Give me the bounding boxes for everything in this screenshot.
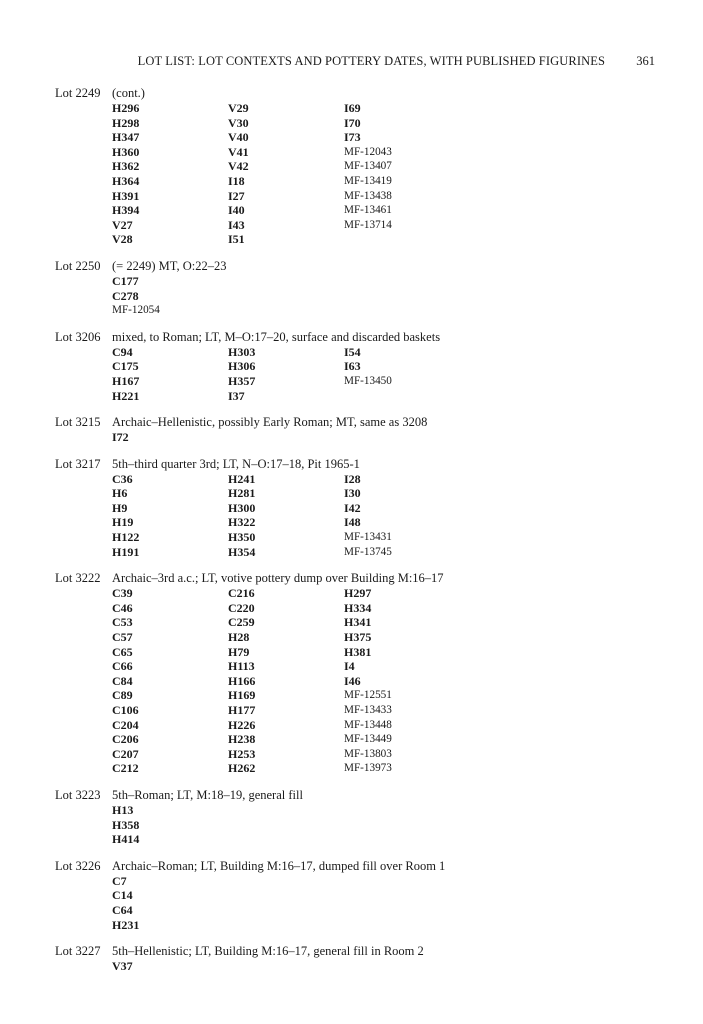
empty-cell xyxy=(228,832,344,847)
figurine-ref: H354 xyxy=(228,544,256,559)
figurine-ref: V29 xyxy=(228,101,249,115)
figurine-ref: H334 xyxy=(344,600,372,615)
empty-cell xyxy=(228,430,344,445)
figurine-ref: V41 xyxy=(228,144,249,159)
lot-label: Lot 3226 xyxy=(55,858,101,873)
figurine-ref: I37 xyxy=(228,388,245,403)
lot-label: Lot 3206 xyxy=(55,329,101,344)
lot-description: (= 2249) MT, O:22–23 xyxy=(112,258,227,273)
figurine-ref: H113 xyxy=(228,659,255,674)
lot-label: Lot 2250 xyxy=(55,258,101,273)
figurine-list xyxy=(112,586,703,776)
lot-label: Lot 3227 xyxy=(55,944,101,959)
figurine-ref: C94 xyxy=(112,344,133,359)
figurine-ref: MF-12043 xyxy=(344,145,392,158)
lot-description: mixed, to Roman; LT, M–O:17–20, surface and discarded baskets xyxy=(112,329,441,344)
figurine-ref: I27 xyxy=(228,188,245,203)
figurine-ref: H9 xyxy=(112,500,128,515)
lot-entry xyxy=(0,788,703,847)
figurine-ref: C64 xyxy=(112,902,133,917)
figurine-ref: H13 xyxy=(112,802,134,817)
lot-description: Archaic–Hellenistic, possibly Early Roman; MT, same as 3208 xyxy=(112,415,428,430)
figurine-ref: V28 xyxy=(112,232,133,247)
empty-cell xyxy=(228,903,344,918)
empty-cell xyxy=(344,803,460,818)
figurine-ref: H167 xyxy=(112,373,140,388)
figurine-ref: I40 xyxy=(228,203,245,218)
lot-description: 5th–Roman; LT, M:18–19, general fill xyxy=(112,787,303,802)
figurine-ref: H414 xyxy=(112,832,140,847)
figurine-ref: I42 xyxy=(344,500,361,515)
figurine-ref: H358 xyxy=(112,817,140,832)
figurine-ref: I48 xyxy=(344,515,361,530)
figurine-ref: C46 xyxy=(112,600,133,615)
figurine-ref: V27 xyxy=(112,217,133,232)
empty-cell xyxy=(228,803,344,818)
lot-entry xyxy=(0,859,703,932)
figurine-ref: H28 xyxy=(228,630,250,645)
figurine-list xyxy=(112,101,703,247)
figurine-ref: MF-13431 xyxy=(344,531,392,544)
figurine-ref: H262 xyxy=(228,761,256,776)
figurine-list xyxy=(112,959,703,974)
figurine-ref: H381 xyxy=(344,644,372,659)
figurine-list xyxy=(112,874,703,932)
empty-cell xyxy=(344,888,460,903)
figurine-ref: C204 xyxy=(112,717,139,732)
figurine-ref: I69 xyxy=(344,101,361,115)
empty-cell xyxy=(344,818,460,833)
figurine-ref: H169 xyxy=(228,688,256,703)
figurine-ref: I30 xyxy=(344,486,361,501)
figurine-ref: C212 xyxy=(112,761,139,776)
figurine-ref: C84 xyxy=(112,673,133,688)
figurine-list xyxy=(112,274,703,318)
empty-cell xyxy=(228,818,344,833)
figurine-ref: H296 xyxy=(112,101,140,115)
figurine-ref: C39 xyxy=(112,586,133,601)
figurine-ref: H79 xyxy=(228,644,250,659)
figurine-ref: C216 xyxy=(228,586,255,601)
page-header xyxy=(0,54,703,72)
figurine-ref: H253 xyxy=(228,746,256,761)
empty-cell xyxy=(344,918,460,933)
figurine-list xyxy=(112,345,703,403)
lot-label: Lot 3217 xyxy=(55,456,101,471)
figurine-ref: I4 xyxy=(344,659,355,674)
figurine-ref: C36 xyxy=(112,471,133,486)
figurine-ref: H297 xyxy=(344,586,372,601)
figurine-ref: MF-13448 xyxy=(344,718,392,731)
figurine-ref: H362 xyxy=(112,159,140,174)
figurine-ref: H306 xyxy=(228,359,256,374)
figurine-ref: H19 xyxy=(112,515,134,530)
figurine-ref: H391 xyxy=(112,188,140,203)
figurine-ref: MF-13803 xyxy=(344,747,392,760)
figurine-ref: H300 xyxy=(228,500,256,515)
lot-label: Lot 3223 xyxy=(55,787,101,802)
empty-cell xyxy=(344,874,460,889)
lot-description: Archaic–Roman; LT, Building M:16–17, dumped fill over Room 1 xyxy=(112,858,446,873)
figurine-list xyxy=(112,430,703,445)
figurine-ref: H231 xyxy=(112,917,140,932)
figurine-ref: C259 xyxy=(228,615,255,630)
figurine-ref: C14 xyxy=(112,888,133,903)
page-number: 361 xyxy=(636,54,655,68)
lot-description: 5th–Hellenistic; LT, Building M:16–17, general fill in Room 2 xyxy=(112,944,424,959)
figurine-ref: H375 xyxy=(344,630,372,645)
figurine-ref: I72 xyxy=(112,430,129,445)
figurine-ref: MF-13433 xyxy=(344,704,392,716)
figurine-ref: H357 xyxy=(228,373,256,388)
figurine-ref: H241 xyxy=(228,471,256,486)
figurine-list xyxy=(112,803,703,847)
figurine-ref: V30 xyxy=(228,115,249,130)
empty-cell xyxy=(228,289,344,304)
empty-cell xyxy=(344,289,460,304)
figurine-ref: MF-13714 xyxy=(344,218,392,231)
empty-cell xyxy=(344,903,460,918)
empty-cell xyxy=(344,274,460,289)
lot-label: Lot 2249 xyxy=(55,86,101,100)
figurine-ref: C7 xyxy=(112,873,127,888)
figurine-ref: I46 xyxy=(344,673,361,688)
figurine-ref: C57 xyxy=(112,630,133,645)
figurine-ref: H360 xyxy=(112,144,140,159)
lot-entry xyxy=(0,571,703,776)
figurine-ref: I43 xyxy=(228,217,245,232)
empty-cell xyxy=(228,874,344,889)
figurine-ref: C175 xyxy=(112,359,139,374)
figurine-ref: H221 xyxy=(112,388,140,403)
figurine-ref: I70 xyxy=(344,115,361,130)
figurine-list xyxy=(112,472,703,560)
figurine-ref: H166 xyxy=(228,673,256,688)
figurine-ref: C278 xyxy=(112,288,139,303)
figurine-ref: C66 xyxy=(112,659,133,674)
figurine-ref: C220 xyxy=(228,600,255,615)
figurine-ref: H350 xyxy=(228,530,256,545)
figurine-ref: H281 xyxy=(228,486,256,501)
lot-description: 5th–third quarter 3rd; LT, N–O:17–18, Pit 1965-1 xyxy=(112,456,360,471)
figurine-ref: I51 xyxy=(228,232,245,247)
figurine-ref: H322 xyxy=(228,515,256,530)
lot-label: Lot 3215 xyxy=(55,415,101,430)
lot-entry xyxy=(0,259,703,318)
running-title: LOT LIST: LOT CONTEXTS AND POTTERY DATES, WITH PUBLISHED FIGURINES xyxy=(137,54,605,68)
figurine-ref: V42 xyxy=(228,159,249,174)
figurine-ref: C207 xyxy=(112,746,139,761)
figurine-ref: C106 xyxy=(112,703,139,717)
figurine-ref: I54 xyxy=(344,344,361,359)
lot-entry xyxy=(0,415,703,445)
lot-label: Lot 3222 xyxy=(55,571,101,586)
figurine-ref: MF-13461 xyxy=(344,204,392,217)
empty-cell xyxy=(344,232,460,247)
empty-cell xyxy=(228,959,344,974)
figurine-ref: H191 xyxy=(112,544,140,559)
figurine-ref: V40 xyxy=(228,130,249,145)
figurine-ref: C53 xyxy=(112,615,133,630)
figurine-ref: MF-12551 xyxy=(344,689,392,702)
empty-cell xyxy=(344,303,460,318)
figurine-ref: MF-12054 xyxy=(112,304,160,317)
figurine-ref: I28 xyxy=(344,471,361,486)
empty-cell xyxy=(228,303,344,318)
figurine-ref: MF-13419 xyxy=(344,174,392,187)
figurine-ref: I73 xyxy=(344,130,361,145)
empty-cell xyxy=(344,832,460,847)
figurine-ref: I18 xyxy=(228,173,245,188)
figurine-ref: MF-13745 xyxy=(344,545,392,558)
lot-description: Archaic–3rd a.c.; LT, votive pottery dump over Building M:16–17 xyxy=(112,571,444,586)
empty-cell xyxy=(228,274,344,289)
figurine-ref: H122 xyxy=(112,530,140,545)
figurine-ref: MF-13450 xyxy=(344,374,392,387)
figurine-ref: H6 xyxy=(112,486,128,501)
figurine-ref: H347 xyxy=(112,130,140,145)
figurine-ref: C89 xyxy=(112,688,133,703)
figurine-ref: MF-13438 xyxy=(344,189,392,202)
figurine-ref: MF-13973 xyxy=(344,762,392,775)
figurine-ref: MF-13407 xyxy=(344,160,392,173)
lot-list xyxy=(0,86,703,986)
figurine-ref: MF-13449 xyxy=(344,733,392,746)
empty-cell xyxy=(344,959,460,974)
empty-cell xyxy=(344,389,460,404)
lot-description: (cont.) xyxy=(112,86,145,100)
figurine-ref: V37 xyxy=(112,959,133,974)
lot-entry xyxy=(0,457,703,560)
figurine-ref: C65 xyxy=(112,644,133,659)
lot-entry xyxy=(0,86,703,247)
empty-cell xyxy=(228,888,344,903)
figurine-ref: C206 xyxy=(112,732,139,747)
figurine-ref: C177 xyxy=(112,273,139,288)
figurine-ref: H303 xyxy=(228,344,256,359)
empty-cell xyxy=(228,918,344,933)
figurine-ref: H394 xyxy=(112,203,140,218)
figurine-ref: H226 xyxy=(228,717,256,732)
figurine-ref: H341 xyxy=(344,615,372,630)
figurine-ref: H298 xyxy=(112,115,140,130)
figurine-ref: H238 xyxy=(228,732,256,747)
lot-entry xyxy=(0,330,703,403)
lot-entry xyxy=(0,944,703,974)
figurine-ref: I63 xyxy=(344,359,361,374)
figurine-ref: H364 xyxy=(112,173,140,188)
figurine-ref: H177 xyxy=(228,703,256,717)
empty-cell xyxy=(344,430,460,445)
